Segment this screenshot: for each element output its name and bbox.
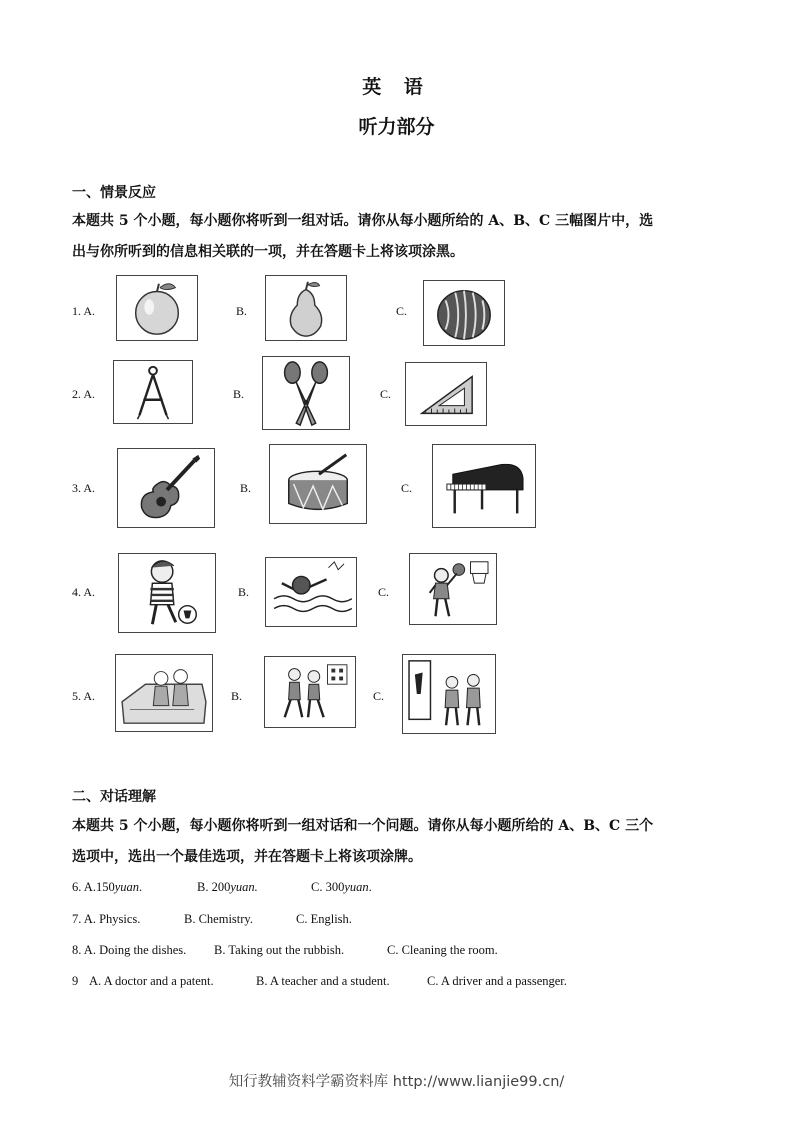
section1-heading: 一、情景反应 bbox=[72, 185, 156, 201]
swimming-picture[interactable] bbox=[265, 557, 357, 627]
watermelon-picture[interactable] bbox=[423, 280, 505, 346]
q3-label-c: C. bbox=[401, 481, 413, 495]
triangle-ruler-picture[interactable] bbox=[405, 362, 487, 426]
basketball-girl-picture[interactable] bbox=[409, 553, 497, 625]
q4-label-a: 4. A. bbox=[72, 585, 96, 599]
q2-label-c: C. bbox=[380, 387, 392, 401]
section2-heading: 二、对话理解 bbox=[72, 789, 156, 805]
q9-options bbox=[72, 974, 567, 989]
q9-option-c[interactable]: C. A driver and a passenger. bbox=[427, 974, 567, 988]
q9-option-a[interactable]: A. A doctor and a patent. bbox=[89, 974, 214, 988]
guitar-picture[interactable] bbox=[117, 448, 215, 528]
football-boy-picture[interactable] bbox=[118, 553, 216, 633]
q6-option-a[interactable]: 6. A.150yuan. bbox=[72, 880, 143, 894]
piano-picture[interactable] bbox=[432, 444, 536, 528]
part-title: 听力部分 bbox=[358, 116, 435, 138]
q7-option-c[interactable]: C. English. bbox=[296, 912, 352, 926]
q7-options bbox=[72, 912, 352, 927]
q3-label-a: 3. A. bbox=[72, 481, 96, 495]
footer-watermark: 知行教辅资料学霸资料库 http://www.lianjie99.cn/ bbox=[228, 1074, 565, 1090]
q1-label-b: B. bbox=[236, 304, 248, 318]
q4-label-b: B. bbox=[238, 585, 250, 599]
section2-instruction: 本题共 5 个小题，每小题你将听到一组对话和一个问题。请你从每小题所给的 A、B、C 三个 选项中，选出一个最佳选项，并在答题卡上将该项涂牌。 bbox=[72, 818, 654, 865]
museum-people-picture[interactable] bbox=[402, 654, 496, 734]
drum-picture[interactable] bbox=[269, 444, 367, 524]
q8-option-a[interactable]: 8. A. Doing the dishes. bbox=[72, 943, 187, 957]
q7-option-a[interactable]: 7. A. Physics. bbox=[72, 912, 141, 926]
q2-label-b: B. bbox=[233, 387, 245, 401]
subject-title: 英 语 bbox=[362, 76, 431, 98]
q6-option-c[interactable]: C. 300yuan. bbox=[311, 880, 372, 894]
sofa-people-picture[interactable] bbox=[115, 654, 213, 732]
q1-label-c: C. bbox=[396, 304, 408, 318]
apple-picture[interactable] bbox=[116, 275, 198, 341]
q5-label-a: 5. A. bbox=[72, 689, 96, 703]
q8-option-c[interactable]: C. Cleaning the room. bbox=[387, 943, 498, 957]
q1-label-a: 1. A. bbox=[72, 304, 96, 318]
q4-label-c: C. bbox=[378, 585, 390, 599]
q5-label-b: B. bbox=[231, 689, 243, 703]
q9-number: 9 bbox=[72, 974, 79, 988]
pear-picture[interactable] bbox=[265, 275, 347, 341]
q7-option-b[interactable]: B. Chemistry. bbox=[184, 912, 253, 926]
q5-label-c: C. bbox=[373, 689, 385, 703]
section1-instruction: 本题共 5 个小题，每小题你将听到一组对话。请你从每小题所给的 A、B、C 三幅图片中，选 出与你所听到的信息相关联的一项，并在答题卡上将该项涂黑。 bbox=[72, 213, 654, 260]
compasses-picture[interactable] bbox=[113, 360, 193, 424]
q6-option-b[interactable]: B. 200yuan. bbox=[197, 880, 258, 894]
q2-label-a: 2. A. bbox=[72, 387, 96, 401]
q3-label-b: B. bbox=[240, 481, 252, 495]
scissors-picture[interactable] bbox=[262, 356, 350, 430]
q6-options bbox=[72, 880, 372, 895]
walking-people-picture[interactable] bbox=[264, 656, 356, 728]
q8-options bbox=[72, 943, 498, 958]
q9-option-b[interactable]: B. A teacher and a student. bbox=[256, 974, 390, 988]
q8-option-b[interactable]: B. Taking out the rubbish. bbox=[214, 943, 345, 957]
